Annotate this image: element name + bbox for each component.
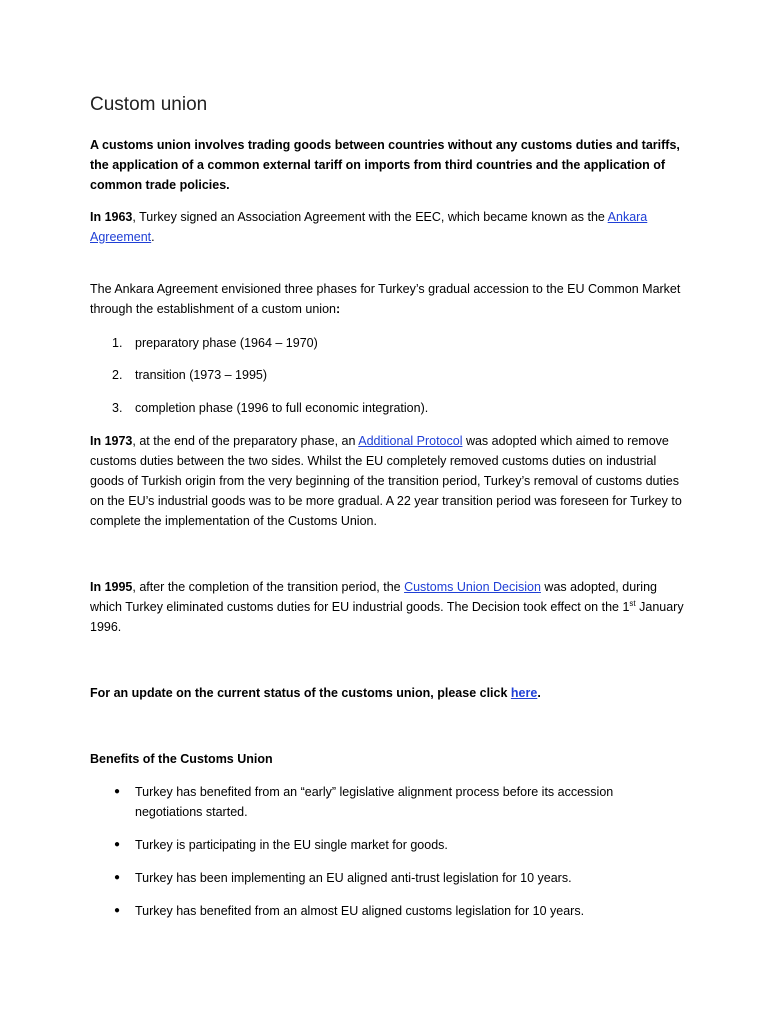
list-item-text: Turkey has benefited from an almost EU aligned customs legislation for 10 years. [135, 904, 585, 918]
update-paragraph [90, 683, 685, 703]
phases-intro-text: The Ankara Agreement envisioned three phases for Turkey’s gradual accession to the EU Common Market through the establishment of a custom union [90, 282, 681, 316]
bullet-icon: ● [114, 905, 121, 916]
list-number: 3. [112, 401, 123, 415]
bullet-icon: ● [114, 786, 121, 797]
list-item-text: Turkey is participating in the EU single market for goods. [135, 838, 448, 852]
year-1963: In 1963 [90, 210, 133, 224]
update-end: . [537, 686, 541, 700]
year-1995: In 1995 [90, 580, 133, 594]
here-link[interactable]: here [510, 686, 538, 700]
list-item-text: transition (1973 – 1995) [135, 368, 268, 382]
ordinal-suffix: st [629, 598, 636, 608]
paragraph-1995-text-1: , after the completion of the transition period, the [132, 580, 405, 594]
paragraph-1995 [90, 577, 685, 637]
phases-intro-colon: : [335, 302, 341, 316]
list-number: 2. [112, 368, 123, 382]
list-item-text: Turkey has been implementing an EU aligned anti-trust legislation for 10 years. [135, 871, 572, 885]
paragraph-1995-text-3: January 1996. [90, 600, 684, 634]
phases-intro-paragraph [90, 279, 685, 319]
customs-union-decision-link[interactable]: Customs Union Decision [404, 580, 541, 594]
list-item-text: completion phase (1996 to full economic integration). [135, 401, 429, 415]
update-text: For an update on the current status of the customs union, please click [90, 686, 511, 700]
bullet-icon: ● [114, 872, 121, 883]
paragraph-1995-text-2: was adopted, during which Turkey eliminated customs duties for EU industrial goods. The Decision took effect on the 1 [90, 580, 657, 614]
ankara-agreement-link[interactable]: Ankara Agreement [90, 210, 648, 244]
paragraph-1963-text: , Turkey signed an Association Agreement with the EEC, which became known as the [132, 210, 608, 224]
page-title: Custom union [90, 94, 208, 115]
paragraph-1973 [90, 431, 685, 531]
paragraph-1973-text-1: , at the end of the preparatory phase, an [132, 434, 359, 448]
additional-protocol-link[interactable]: Additional Protocol [358, 434, 463, 448]
list-item-text: Turkey has benefited from an “early” legislative alignment process before its accession negotiations started. [135, 785, 614, 819]
intro-paragraph: A customs union involves trading goods between countries without any customs duties and tariffs, the application of a common external tariff on imports from third countries and the application of common trade policies. [90, 138, 680, 192]
paragraph-1963-end: . [151, 230, 155, 244]
list-number: 1. [112, 336, 123, 350]
year-1973: In 1973 [90, 434, 133, 448]
paragraph-1973-text-2: was adopted which aimed to remove customs duties between the two sides. Whilst the EU completely removed customs duties on industrial goods of Turkish origin from the very beginning of the transition period, Turkey’s removal of customs duties on the EU’s industrial goods was to be more gradual. A 22 year transition period was foreseen for Turkey to complete the implementation of the Customs Union. [90, 434, 682, 528]
list-item-text: preparatory phase (1964 – 1970) [135, 336, 318, 350]
paragraph-1963 [90, 207, 685, 247]
benefits-heading: Benefits of the Customs Union [90, 752, 273, 766]
bullet-icon: ● [114, 839, 121, 850]
